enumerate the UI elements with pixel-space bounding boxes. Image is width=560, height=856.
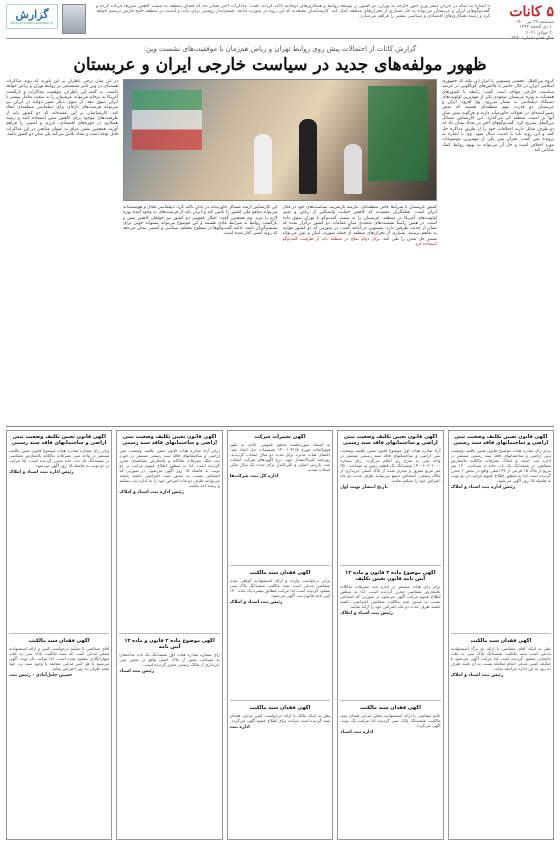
notice-body: خانم متقاضی با ارائه استشهادیه محلی مدعی فقدان سند مالکیت ششدانگ پلاک ثبتی گردیده لذا مراتب یک نوبت آگهی می‌گردد. — [340, 713, 441, 729]
notice-item — [9, 434, 109, 634]
notice-body: برابر رای هیات مستقر در اداره ثبت تصرفات مالکانه بلامعارض متقاضی محرز گردیده است. لذا به منظور اطلاع عموم مراتب آگهی می‌شود در صورتی که اشخاص نسبت به صدور سند مالکیت متقاضی اعتراضی داشته باشند ظرف مدت دو ماه اعتراض خود را ارائه نمایند. — [340, 583, 441, 609]
notice-signature: رئیس ثبت اسناد و املاک — [229, 599, 283, 605]
chess-photo — [123, 79, 437, 201]
saudi-flag-graphic — [368, 86, 428, 181]
notice-signature: تاریخ انتشار نوبت اول — [340, 485, 388, 490]
article-center-left: این کارشناس ارشد مسائل خاورمیانه در پایان تأکید کرد: دیپلماسی فعال و هوشمندانه می‌تواند منافع ملی کشور را تأمین کند و ایران باید از فرصت‌های به وجود آمده بهره لازم را ببرد. وی همچنین گفت: افکار عمومی دو کشور نیز خواهان کاهش تنش و بازگشت روابط به شرایط عادی هستند و این موضوع می‌تواند پشتوانه خوبی برای تصمیم‌گیران باشد. ادامه گفت‌وگوها در سطوح مختلف سیاسی و امنیتی نشان می‌دهد که روند آشتی آغاز شده است. — [123, 205, 278, 237]
notice-item — [340, 434, 440, 566]
lead-story-area — [6, 79, 554, 422]
legal-notices-area — [6, 430, 554, 840]
notice-signature: اداره کل ثبت شرکت‌ها — [229, 474, 279, 479]
notice-item — [119, 434, 219, 634]
white-chess-piece — [254, 134, 272, 194]
notice-body: برابر رای صادره هیات موضوع قانون تعیین تکلیف وضعیت ثبتی اراضی و ساختمانهای فاقد سند رسمی مستقر در اداره ثبت اسناد و املاک تصرفات مالکانه بلامعارض متقاضی در ششدانگ یک باب خانه به مساحت ۱۲۰ متر مربع از پلاک ۱۵ فرعی از ۴۲ اصلی واقع در بخش ۲ محرز گردیده است لذا به منظور اطلاع عموم مراتب در دو نوبت به فاصله ۱۵ روز آگهی می‌شود. — [450, 448, 551, 483]
notice-column-4 — [116, 430, 222, 840]
notice-signature: رئیس اداره ثبت اسناد و املاک — [8, 470, 74, 475]
notice-title: آگهی قانون تعیین تکلیف وضعیت ثبتی اراضی و ساختمانهای فاقد سند رسمی — [343, 434, 438, 446]
white-chess-piece-2 — [344, 144, 362, 194]
notice-column-1 — [448, 430, 554, 840]
notice-title: آگهی تغییرات شرکت — [254, 434, 306, 440]
article-column-left: در این میان برخی ناظران بر این باورند که روند مذاکرات هسته‌ای در وین تأثیر مستقیمی بر روابط تهران و ریاض خواهد داشت. به گفته این ناظران، موفقیت مذاکرات و بازگشت آمریکا به برجام می‌تواند عربستان را به سمت تعامل بیشتر با ایران سوق دهد. از سوی دیگر تغییر دولت در ایران نیز می‌تواند فرصت‌های تازه‌ای برای دیپلماسی منطقه‌ای ایجاد کند. کارشناسان بر این عقیده‌اند که دو کشور باید از ظرفیت‌های موجود برای کاهش تنش استفاده کنند و زمینه همکاری در حوزه‌های اقتصادی، انرژی و امنیتی را فراهم آورند. همچنین نقش عراق به عنوان میانجی در این مذاکرات قابل توجه است و بغداد تلاش می‌کند پلی میان دو کشور باشد. — [6, 79, 118, 137]
notice-item — [451, 638, 551, 837]
center-columns — [123, 205, 437, 422]
notice-column-5 — [6, 430, 112, 840]
masthead — [6, 4, 554, 42]
highlight-link[interactable]: برای دوام صلح در منطقه باید از ظرفیت گفت‌وگو استفاده کرد — [282, 236, 437, 248]
notice-item — [451, 434, 551, 634]
issue-date: سه‌شنبه ۲۹ تیر ۱۴۰۰ — [515, 20, 554, 25]
notice-title: آگهی قانون تعیین تکلیف وضعیت ثبتی اراضی و ساختمانهای فاقد سند رسمی — [453, 434, 549, 446]
notice-title: آگهی موضوع ماده ۳ قانون و ماده ۱۳ آیین نامه — [124, 637, 215, 650]
iran-flag-graphic — [132, 90, 202, 150]
notice-signature: حسین جلیل‌آبادی - رئیس ثبت — [8, 672, 73, 678]
top-teaser-text: با اشاره به اینکه در جریان سفر وزیر امور خارجه به تهران، دو کشور بر توسعه روابط و همکاری‌های دوجانبه تأکید کردند، گفت: مذاکرات اخیر نشان داد که فضای منطقه به سمت کاهش تنش‌ها حرکت کرده و گفت‌وگوهای ایران و عربستان می‌تواند به حل بسیاری از بحران‌های منطقه کمک کند. کارشناسان معتقدند که این روند در صورت ادامه، چشم‌انداز روشنی برای ثبات و امنیت در منطقه خلیج فارس ترسیم خواهد کرد و زمینه همکاری‌های اقتصادی و سیاسی بیشتر را فراهم می‌سازد. — [96, 4, 490, 20]
notice-body: رای شماره صادره هیات اول ششدانگ یک باب ساختمان به مساحت معین از پلاک اصلی واقع در بخش ثبتی خریداری از مالک رسمی محرز گردیده است. — [119, 651, 220, 667]
notice-body: برابر آراء صادره هیات قانون تعیین تکلیف وضعیت ثبتی اراضی و ساختمانهای فاقد سند رسمی مستقر در حوزه ثبت ملک تصرفات مالکانه و بلامعارض متقاضیان محرز گردیده است. لذا به منظور اطلاع عموم مراتب در دو نوبت به فاصله ۱۵ روز آگهی می‌شود. در صورتی که اشخاص نسبت به صدور سند اعتراضی داشته باشند می‌توانند ظرف دو ماه اعتراض خود را به اداره ثبت تسلیم و رسید اخذ نمایند. — [119, 448, 220, 488]
main-headline: ظهور مولفه‌های جدید در سیاست خارجی ایران و عربستان — [73, 55, 487, 75]
issue-gregorian-date: ۲۰ جولای ۲۰۲۱ — [526, 30, 554, 36]
notice-column-3 — [227, 430, 333, 840]
notice-item — [230, 705, 330, 836]
notice-title: آگهی قانون تعیین تکلیف وضعیت ثبتی اراضی و ساختمانهای فاقد سند رسمی — [11, 434, 107, 446]
notice-title: آگهی قانون تعیین تکلیف وضعیت ثبتی اراضی و ساختمانهای فاقد سند رسمی — [122, 434, 217, 446]
page-number-block — [496, 4, 554, 42]
notice-body: به استناد صورتجلسه مجمع عمومی عادی به طور فوق‌العاده مورخ ۱۴۰۰/۰۴/۱۵ تصمیمات ذیل اتخاذ شد: اعضای هیات مدیره برای مدت دو سال انتخاب گردیدند. روزنامه کثیرالانتشار جهت درج آگهی‌های شرکت انتخاب شد. بازرس اصلی و علی‌البدل برای مدت یک سال مالی انتخاب شدند. — [229, 442, 331, 472]
center-block — [123, 79, 437, 422]
notice-body: نظر به اینکه مالک با ارائه درخواست کتبی مدعی فقدان سند گردیده است مراتب برای اطلاع عموم آگهی می‌گردد. — [229, 713, 331, 724]
notice-title: آگهی فقدان سند مالکیت — [249, 569, 311, 576]
issue-hijri-date: ۱۰ ذی الحجه ۱۴۴۲ — [519, 25, 554, 31]
notice-item — [340, 570, 440, 702]
section-divider — [6, 426, 554, 427]
notice-item — [230, 434, 330, 566]
article-center-right — [283, 205, 438, 422]
article-column-right: گروه بین‌الملل: محسن بیستونی با ابراز این نکته که جمهوری اسلامی ایران در حال حاضر با چالش‌های گوناگونی در عرصه سیاست خارجی مواجه است گفت: رابطه با کشورهای همسایه به ویژه عربستان سعودی یکی از مهم‌ترین اولویت‌های دستگاه دیپلماسی به شمار می‌رود. وی افزود: ایران و عربستان دو قدرت مهم منطقه‌ای هستند که نقش تعیین‌کننده‌ای در تحولات خاورمیانه دارند و هرگونه تنش میان آنها بر امنیت منطقه اثر می‌گذارد. این کارشناس مسائل بین‌الملل تصریح کرد: گفت‌وگوهای اخیر در بغداد نشان داد که دو طرف تمایل دارند اختلافات خود را از طریق مذاکره حل کنند و این روند باید با جدیت دنبال شود. وی با اشاره به پرونده یمن گفت: بحران یمن یکی از مهم‌ترین موضوعات مورد اختلاف است و حل آن می‌تواند به بهبود روابط کمک شایانی کند. — [442, 79, 554, 153]
notice-title: آگهی فقدان سند مالکیت — [28, 637, 90, 644]
newspaper-logo — [6, 4, 58, 29]
notice-body: برابر رای شماره صادره هیات موضوع قانون تعیین تکلیف مستقر در واحد ثبتی تصرفات مالکانه بلامعارض متقاضی در ششدانگ یک باب خانه محرز گردیده است. لذا مراتب در دو نوبت به فاصله ۱۵ روز آگهی می‌شود. — [8, 448, 110, 468]
notice-body: برابر درخواست وارده و ارائه استشهادیه گواهی شده متقاضی مدعی است سند مالکیت ششدانگ پلاک ثبتی مفقود گردیده است لذا مراتب مطابق تبصره یک ماده ۱۲۰ آیین نامه قانون ثبت آگهی می‌شود. — [229, 577, 331, 598]
notice-item — [230, 570, 330, 702]
notice-signature: اداره ثبت اسناد — [340, 730, 374, 736]
notice-signature: رئیس اداره ثبت اسناد و املاک — [119, 490, 184, 495]
logo-text: گزارش — [15, 8, 49, 21]
logo-subtitle: Report.Kanoononline.ir — [10, 21, 54, 25]
issue-number: سال هفتم شماره ۲۲۸۰ — [511, 36, 554, 42]
notice-signature: اداره ثبت — [229, 725, 250, 731]
notice-body: آراء صادره هیات اول موضوع قانون تعیین تکلیف وضعیت ثبتی اراضی و ساختمانهای فاقد سند رسمی مستقر در واحد ثبتی به شرح زیر اعلام می‌گردد. رای شماره ۱۴۰۰۶۰۳۰۱۰۰۰ ششدانگ یک قطعه زمین به مساحت ۲۵۰ متر مربع مفروز و مجزی شده از پلاک اصلی خریداری از مالک رسمی. اشخاص ذینفع می‌توانند ظرف مدت دو ماه اعتراض خود را تسلیم نمایند. — [340, 448, 441, 483]
notice-signature: رئیس اداره ثبت اسناد و املاک — [450, 485, 516, 490]
notice-title: آگهی فقدان سند مالکیت — [470, 637, 532, 644]
notice-title: آگهی فقدان سند مالکیت — [249, 705, 311, 712]
notice-signature: رئیس ثبت اسناد و املاک — [340, 610, 393, 616]
author-portrait — [62, 4, 86, 34]
notice-item — [340, 705, 440, 836]
lead-headline-block — [6, 45, 554, 75]
notice-item — [119, 638, 219, 837]
center-right-text: کشور عربستان با شرایط خاص منطقه‌ای، نیازمند بازتعریف سیاست‌های خود در قبال ایران است. تحلیلگران معتقدند که کاهش حمایت واشنگتن از ریاض و تغییر اولویت‌های آمریکا در منطقه، عربستان را به سمت گفت‌وگو با تهران سوق داده است. در همین راستا نشست‌های متعددی میان مقامات دو کشور برگزار شده که نشان از جدیت طرفین دارد. بیستونی در ادامه گفت: در صورتی که دو کشور بتوانند به تفاهم برسند، بسیاری از بحران‌های منطقه از جمله سوریه، لبنان و یمن می‌تواند مسیر حل شدن را طی کند. — [282, 205, 437, 242]
notice-body: آقای متقاضی با تسلیم درخواست کتبی و ارائه استشهادیه محلی مدعی است که سند مالکیت پلاک ثبتی به علت سهل‌انگاری مفقود شده است. لذا مراتب یک نوبت آگهی می‌شود تا هر کس مدعی معامله یا وجود سند نزد خود باشد ظرف ده روز اعتراض نماید. — [8, 645, 110, 671]
notice-column-2 — [337, 430, 443, 840]
notice-title: آگهی فقدان سند مالکیت — [359, 705, 421, 712]
headline-kicker: گزارش کانات از احتمالات پیش روی روابط تهران و ریاض هم‌زمان با موفقیت‌های نشست وین: — [143, 45, 417, 53]
page-number: ۵ کانات — [509, 4, 554, 20]
notice-body: نظر به اینکه آقای متقاضی با ارائه دو برگ استشهادیه مدعی است سند مالکیت ششدانگ پلاک ثبتی به علت جابجایی مفقود گردیده است لذا مراتب آگهی می‌شود تا چنانچه کسی مدعی انجام معامله نسبت به آن باشد ظرف ده روز به این اداره مراجعه نماید. — [450, 645, 551, 671]
notice-signature: رئیس ثبت اسناد و املاک — [450, 672, 504, 678]
notice-item — [9, 638, 109, 837]
notice-signature: رئیس ثبت اسناد — [119, 668, 155, 674]
black-chess-piece — [299, 119, 317, 194]
notice-title: آگهی موضوع ماده ۳ قانون و ماده ۱۳ آیین نامه قانون تعیین تکلیف — [345, 569, 436, 582]
